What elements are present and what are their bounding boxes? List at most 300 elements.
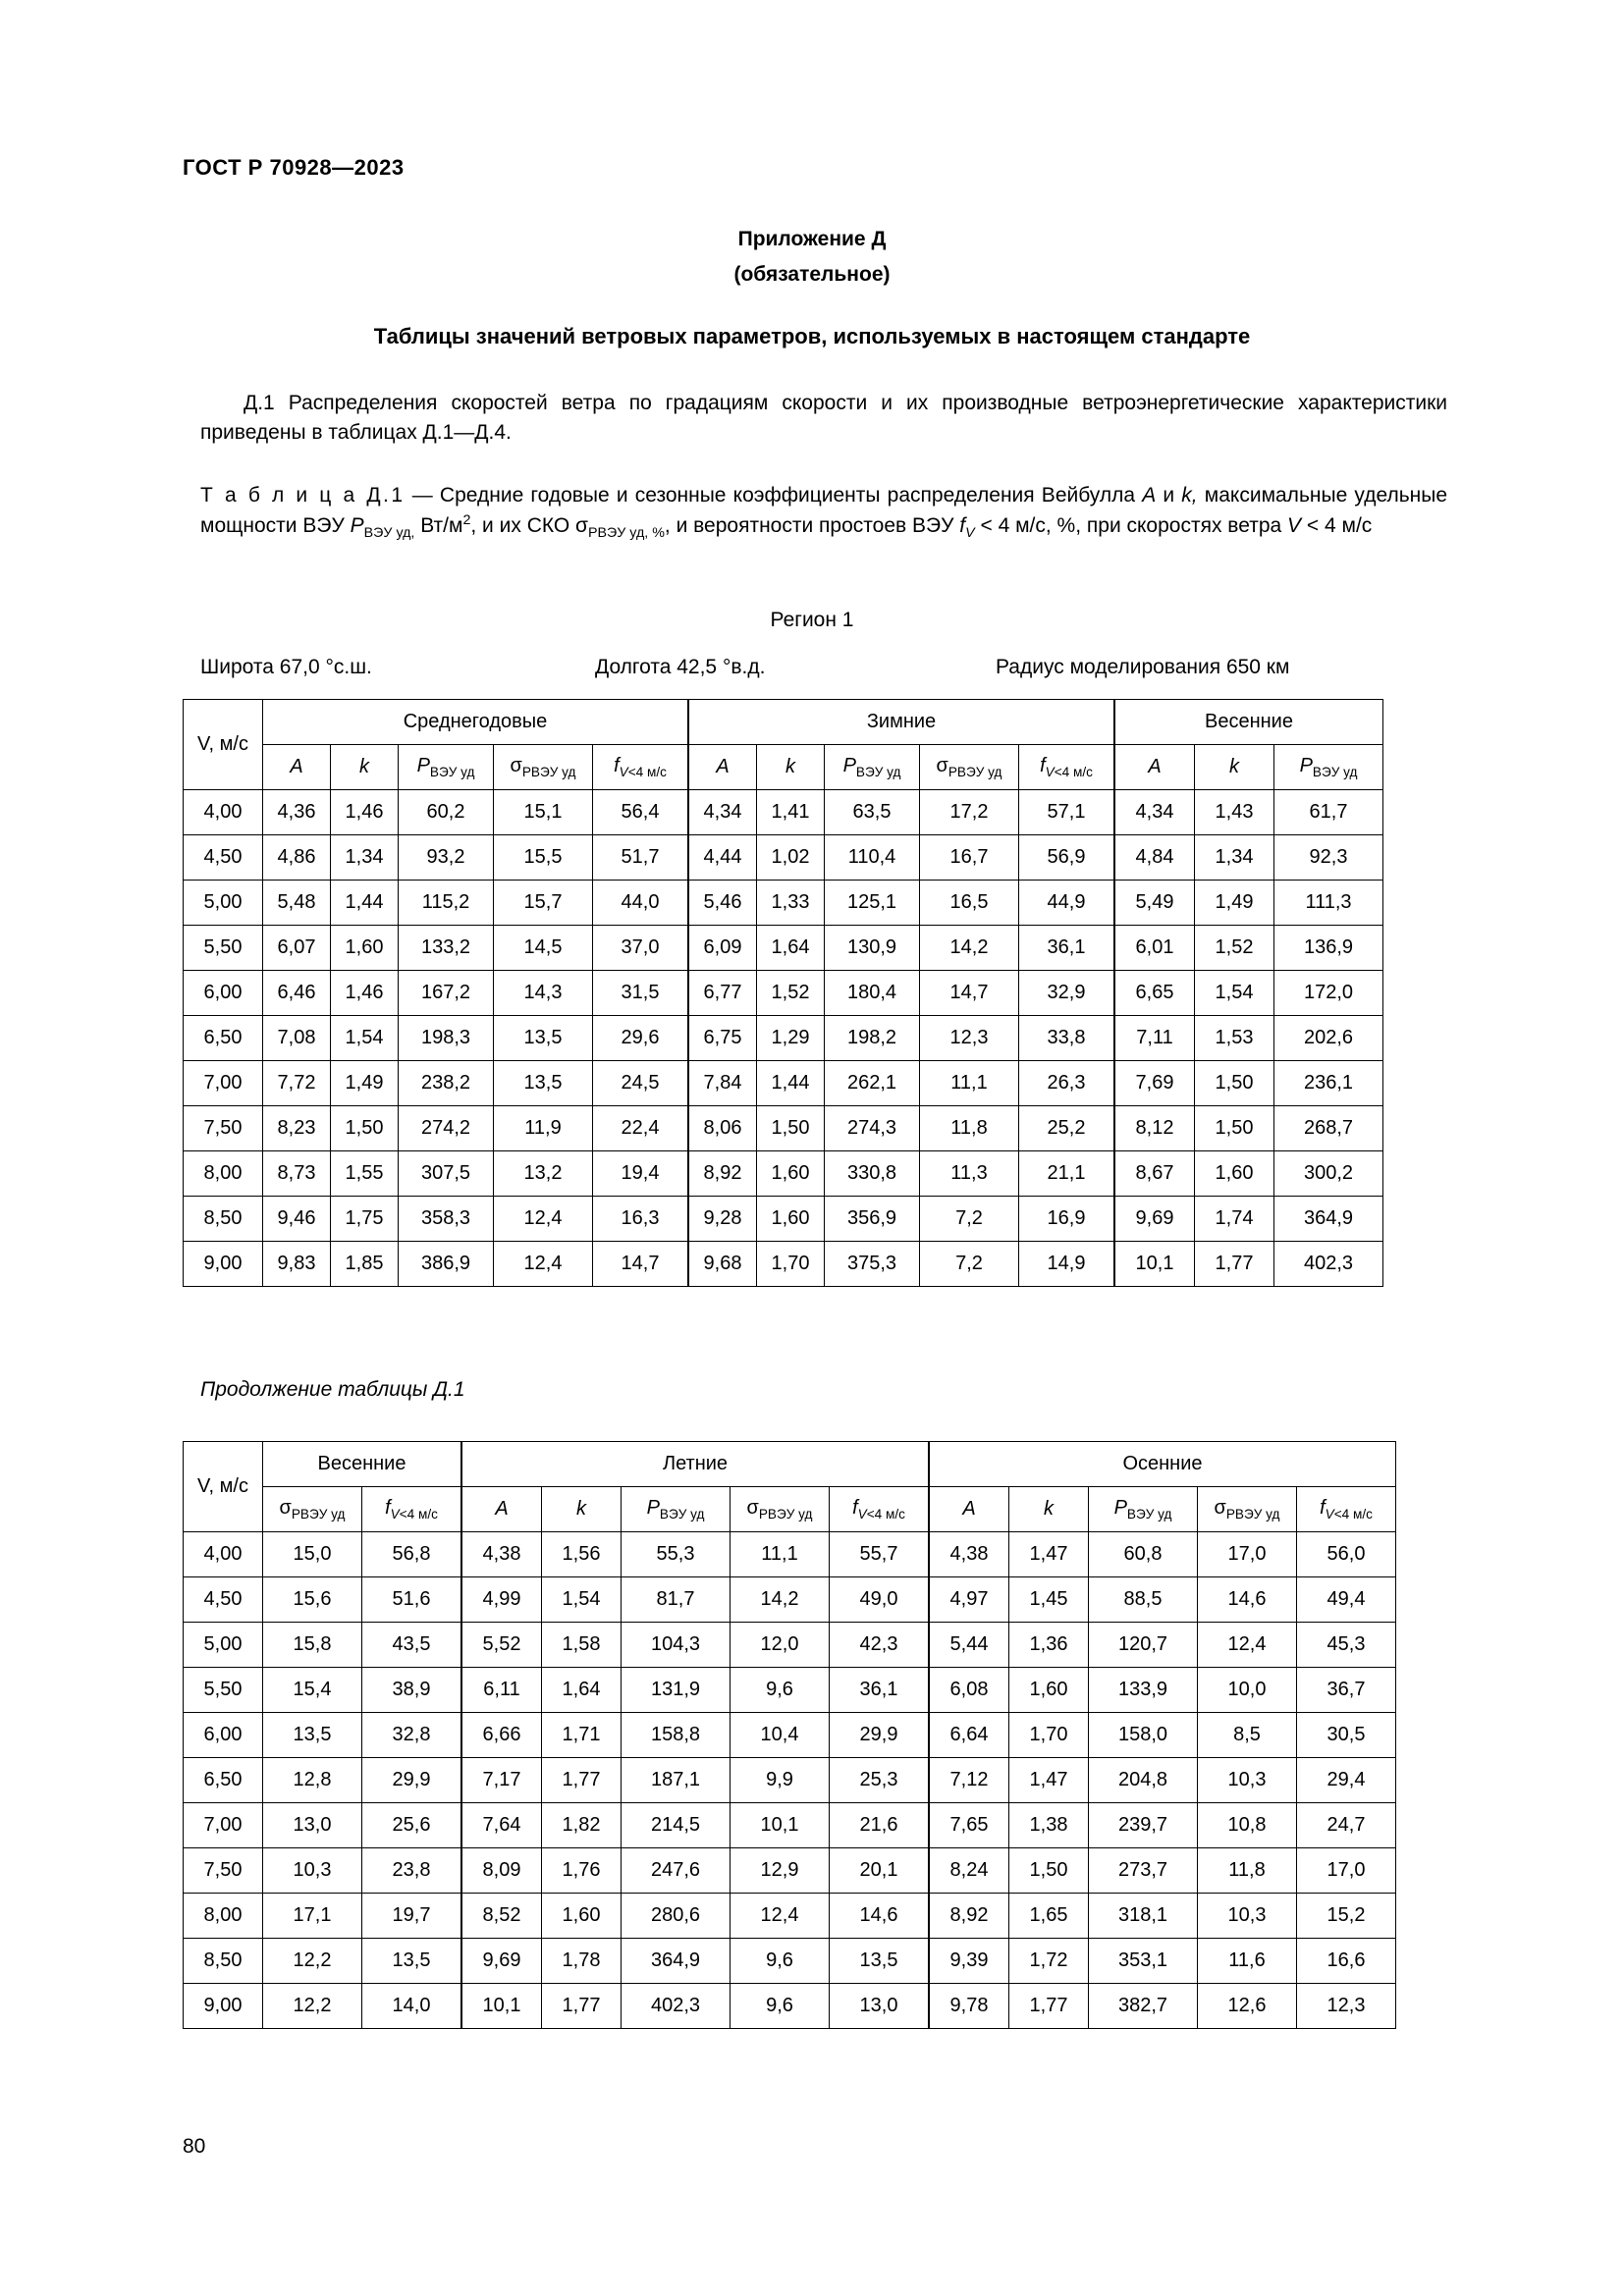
cell-value: 14,0 — [362, 1984, 462, 2029]
cell-value: 16,6 — [1297, 1939, 1396, 1984]
cell-wind-speed: 9,00 — [184, 1242, 263, 1287]
col-winter-sigma: $\sigma_{РВЭУ уд}$ — [920, 745, 1019, 790]
table-header-col-row — [184, 745, 1383, 790]
cell-value: 13,0 — [830, 1984, 930, 2029]
cell-value: 1,41 — [757, 790, 825, 835]
cell-wind-speed: 7,00 — [184, 1061, 263, 1106]
cell-value: 358,3 — [399, 1197, 494, 1242]
cell-value: 14,9 — [1019, 1242, 1115, 1287]
cell-value: 51,7 — [593, 835, 689, 881]
table-row — [184, 1197, 1383, 1242]
col2-summer-sigma: $\sigma_{РВЭУ уд}$ — [731, 1487, 830, 1532]
cell-value: 1,45 — [1009, 1577, 1089, 1623]
symbol-f-sub: V — [965, 525, 975, 542]
cell-value: 17,1 — [263, 1894, 362, 1939]
cell-value: 1,29 — [757, 1016, 825, 1061]
cell-value: 10,4 — [731, 1713, 830, 1758]
cell-value: 13,2 — [494, 1151, 593, 1197]
col2-spring-f: $f_{V<4 м/с}$ — [362, 1487, 462, 1532]
cell-value: 9,83 — [263, 1242, 331, 1287]
cell-value: 29,4 — [1297, 1758, 1396, 1803]
cell-value: 13,5 — [494, 1016, 593, 1061]
cell-value: 1,75 — [331, 1197, 399, 1242]
cell-value: 1,53 — [1195, 1016, 1274, 1061]
cell-value: 353,1 — [1089, 1939, 1198, 1984]
cell-value: 15,7 — [494, 881, 593, 926]
cell-value: 14,2 — [920, 926, 1019, 971]
cell-value: 6,07 — [263, 926, 331, 971]
cell-value: 1,54 — [331, 1016, 399, 1061]
cell-value: 402,3 — [622, 1984, 731, 2029]
cell-value: 1,47 — [1009, 1758, 1089, 1803]
cell-value: 6,09 — [688, 926, 757, 971]
cell-value: 1,33 — [757, 881, 825, 926]
cell-value: 14,5 — [494, 926, 593, 971]
caption-text-3: , и их СКО — [470, 514, 570, 538]
cell-value: 12,4 — [494, 1197, 593, 1242]
cell-value: 56,0 — [1297, 1532, 1396, 1577]
cell-value: 8,23 — [263, 1106, 331, 1151]
cell-value: 11,6 — [1198, 1939, 1297, 1984]
table-label: Т а б л и ц а Д.1 — [200, 484, 406, 507]
cell-value: 204,8 — [1089, 1758, 1198, 1803]
cell-value: 8,12 — [1114, 1106, 1195, 1151]
page-header: ГОСТ Р 70928—2023 — [183, 155, 405, 180]
caption-f-condition: < 4 м/с, %, при скоростях ветра — [980, 514, 1282, 538]
table1-caption — [200, 481, 1447, 544]
cell-value: 4,86 — [263, 835, 331, 881]
caption-dash: — — [411, 484, 433, 507]
cell-value: 7,84 — [688, 1061, 757, 1106]
cell-value: 10,1 — [1114, 1242, 1195, 1287]
cell-value: 130,9 — [825, 926, 920, 971]
cell-wind-speed: 7,00 — [184, 1803, 263, 1848]
cell-value: 38,9 — [362, 1668, 462, 1713]
header2-v: V, м/с — [184, 1442, 263, 1532]
table-row — [184, 1803, 1396, 1848]
cell-wind-speed: 5,00 — [184, 1623, 263, 1668]
cell-value: 180,4 — [825, 971, 920, 1016]
cell-wind-speed: 4,00 — [184, 790, 263, 835]
cell-value: 273,7 — [1089, 1848, 1198, 1894]
cell-value: 16,3 — [593, 1197, 689, 1242]
cell-value: 17,0 — [1297, 1848, 1396, 1894]
appendix-subtitle: (обязательное) — [733, 263, 891, 286]
cell-value: 8,52 — [461, 1894, 542, 1939]
cell-value: 63,5 — [825, 790, 920, 835]
cell-value: 1,77 — [1009, 1984, 1089, 2029]
cell-value: 6,11 — [461, 1668, 542, 1713]
cell-value: 11,9 — [494, 1106, 593, 1151]
cell-value: 43,5 — [362, 1623, 462, 1668]
intro-paragraph-text: Д.1 Распределения скоростей ветра по градациям скорости и их производные ветроэнергетические характеристики приведены в таблицах Д.1—Д.4. — [200, 392, 1447, 444]
cell-value: 110,4 — [825, 835, 920, 881]
cell-value: 9,69 — [461, 1939, 542, 1984]
cell-value: 12,4 — [1198, 1623, 1297, 1668]
cell-value: 187,1 — [622, 1758, 731, 1803]
cell-value: 7,11 — [1114, 1016, 1195, 1061]
col-annual-a: A — [263, 745, 331, 790]
cell-value: 364,9 — [622, 1939, 731, 1984]
cell-value: 10,3 — [263, 1848, 362, 1894]
cell-value: 5,52 — [461, 1623, 542, 1668]
cell-value: 12,3 — [1297, 1984, 1396, 2029]
cell-value: 1,65 — [1009, 1894, 1089, 1939]
appendix-title: Приложение Д — [737, 228, 887, 250]
cell-value: 1,50 — [1195, 1061, 1274, 1106]
cell-wind-speed: 5,00 — [184, 881, 263, 926]
cell-value: 158,0 — [1089, 1713, 1198, 1758]
cell-value: 104,3 — [622, 1623, 731, 1668]
cell-value: 1,58 — [542, 1623, 622, 1668]
cell-value: 14,7 — [920, 971, 1019, 1016]
cell-value: 12,4 — [494, 1242, 593, 1287]
cell-value: 1,50 — [331, 1106, 399, 1151]
cell-value: 13,0 — [263, 1803, 362, 1848]
cell-value: 37,0 — [593, 926, 689, 971]
cell-value: 60,8 — [1089, 1532, 1198, 1577]
table-row — [184, 1939, 1396, 1984]
cell-value: 1,43 — [1195, 790, 1274, 835]
table-row — [184, 1532, 1396, 1577]
cell-value: 49,4 — [1297, 1577, 1396, 1623]
cell-value: 15,1 — [494, 790, 593, 835]
cell-value: 11,1 — [920, 1061, 1019, 1106]
cell-value: 1,64 — [757, 926, 825, 971]
cell-value: 51,6 — [362, 1577, 462, 1623]
cell-value: 1,76 — [542, 1848, 622, 1894]
cell-value: 330,8 — [825, 1151, 920, 1197]
table2-header-col-row — [184, 1487, 1396, 1532]
cell-wind-speed: 9,00 — [184, 1984, 263, 2029]
cell-value: 5,46 — [688, 881, 757, 926]
table-row — [184, 1151, 1383, 1197]
cell-value: 8,06 — [688, 1106, 757, 1151]
table-row — [184, 1713, 1396, 1758]
cell-value: 16,5 — [920, 881, 1019, 926]
cell-value: 20,1 — [830, 1848, 930, 1894]
cell-value: 7,72 — [263, 1061, 331, 1106]
table-row — [184, 1623, 1396, 1668]
cell-value: 9,6 — [731, 1939, 830, 1984]
cell-value: 1,54 — [542, 1577, 622, 1623]
cell-wind-speed: 7,50 — [184, 1848, 263, 1894]
cell-value: 214,5 — [622, 1803, 731, 1848]
cell-value: 31,5 — [593, 971, 689, 1016]
cell-value: 202,6 — [1274, 1016, 1383, 1061]
col-winter-p: $P_{ВЭУ уд}$ — [825, 745, 920, 790]
cell-value: 24,7 — [1297, 1803, 1396, 1848]
cell-value: 4,99 — [461, 1577, 542, 1623]
header-group-annual: Среднегодовые — [263, 700, 689, 745]
cell-value: 7,12 — [929, 1758, 1009, 1803]
table-row — [184, 1106, 1383, 1151]
cell-value: 1,56 — [542, 1532, 622, 1577]
cell-value: 10,3 — [1198, 1894, 1297, 1939]
cell-wind-speed: 6,00 — [184, 971, 263, 1016]
col-spring-p: $P_{ВЭУ уд}$ — [1274, 745, 1383, 790]
cell-value: 13,5 — [362, 1939, 462, 1984]
longitude-value: Долгота 42,5 °в.д. — [595, 656, 766, 678]
caption-text-1: Средние годовые и сезонные коэффициенты распределения Вейбулла — [439, 484, 1136, 507]
cell-value: 274,3 — [825, 1106, 920, 1151]
cell-value: 11,8 — [1198, 1848, 1297, 1894]
cell-value: 136,9 — [1274, 926, 1383, 971]
cell-value: 14,6 — [830, 1894, 930, 1939]
cell-value: 133,9 — [1089, 1668, 1198, 1713]
cell-value: 4,38 — [461, 1532, 542, 1577]
cell-value: 56,4 — [593, 790, 689, 835]
cell-wind-speed: 5,50 — [184, 1668, 263, 1713]
header-group-winter: Зимние — [688, 700, 1114, 745]
cell-value: 1,47 — [1009, 1532, 1089, 1577]
cell-value: 8,24 — [929, 1848, 1009, 1894]
table-row — [184, 1848, 1396, 1894]
cell-value: 60,2 — [399, 790, 494, 835]
col-spring-a: A — [1114, 745, 1195, 790]
cell-value: 6,77 — [688, 971, 757, 1016]
cell-value: 12,0 — [731, 1623, 830, 1668]
cell-value: 36,1 — [1019, 926, 1115, 971]
cell-value: 1,44 — [757, 1061, 825, 1106]
cell-value: 10,1 — [731, 1803, 830, 1848]
cell-value: 9,28 — [688, 1197, 757, 1242]
cell-value: 1,50 — [1009, 1848, 1089, 1894]
table-row — [184, 1242, 1383, 1287]
cell-value: 318,1 — [1089, 1894, 1198, 1939]
radius-value: Радиус моделирования 650 км — [996, 656, 1290, 678]
cell-value: 29,9 — [830, 1713, 930, 1758]
cell-value: 356,9 — [825, 1197, 920, 1242]
cell-value: 375,3 — [825, 1242, 920, 1287]
cell-value: 8,92 — [688, 1151, 757, 1197]
table-row — [184, 1577, 1396, 1623]
col2-summer-k: k — [542, 1487, 622, 1532]
cell-wind-speed: 6,50 — [184, 1016, 263, 1061]
cell-value: 12,4 — [731, 1894, 830, 1939]
cell-value: 239,7 — [1089, 1803, 1198, 1848]
cell-value: 4,36 — [263, 790, 331, 835]
cell-value: 6,65 — [1114, 971, 1195, 1016]
table2-header-group-row — [184, 1442, 1396, 1487]
cell-value: 280,6 — [622, 1894, 731, 1939]
table-row — [184, 1758, 1396, 1803]
cell-value: 1,52 — [757, 971, 825, 1016]
col2-summer-p: $P_{ВЭУ уд}$ — [622, 1487, 731, 1532]
cell-value: 9,78 — [929, 1984, 1009, 2029]
cell-wind-speed: 8,00 — [184, 1894, 263, 1939]
cell-value: 45,3 — [1297, 1623, 1396, 1668]
cell-value: 1,36 — [1009, 1623, 1089, 1668]
cell-value: 30,5 — [1297, 1713, 1396, 1758]
col-annual-f: $f_{V<4 м/с}$ — [593, 745, 689, 790]
cell-value: 7,69 — [1114, 1061, 1195, 1106]
cell-value: 7,17 — [461, 1758, 542, 1803]
table-header-group-row — [184, 700, 1383, 745]
cell-value: 6,01 — [1114, 926, 1195, 971]
cell-value: 307,5 — [399, 1151, 494, 1197]
col2-spring-sigma: $\sigma_{РВЭУ уд}$ — [263, 1487, 362, 1532]
cell-value: 1,55 — [331, 1151, 399, 1197]
cell-wind-speed: 4,00 — [184, 1532, 263, 1577]
cell-value: 13,5 — [263, 1713, 362, 1758]
symbol-p-sub: ВЭУ уд, — [363, 525, 415, 542]
cell-value: 1,52 — [1195, 926, 1274, 971]
cell-value: 1,78 — [542, 1939, 622, 1984]
cell-value: 17,0 — [1198, 1532, 1297, 1577]
cell-value: 1,77 — [1195, 1242, 1274, 1287]
cell-value: 198,3 — [399, 1016, 494, 1061]
cell-value: 15,6 — [263, 1577, 362, 1623]
cell-value: 4,38 — [929, 1532, 1009, 1577]
cell-value: 6,64 — [929, 1713, 1009, 1758]
cell-wind-speed: 5,50 — [184, 926, 263, 971]
cell-value: 131,9 — [622, 1668, 731, 1713]
cell-value: 81,7 — [622, 1577, 731, 1623]
cell-wind-speed: 7,50 — [184, 1106, 263, 1151]
col2-autumn-k: k — [1009, 1487, 1089, 1532]
cell-value: 36,7 — [1297, 1668, 1396, 1713]
cell-value: 1,34 — [1195, 835, 1274, 881]
cell-value: 125,1 — [825, 881, 920, 926]
cell-value: 1,60 — [757, 1151, 825, 1197]
symbol-v: V — [1287, 514, 1302, 538]
cell-value: 32,9 — [1019, 971, 1115, 1016]
cell-value: 9,6 — [731, 1984, 830, 2029]
cell-value: 12,9 — [731, 1848, 830, 1894]
table-row — [184, 1016, 1383, 1061]
cell-value: 14,2 — [731, 1577, 830, 1623]
caption-and: и — [1163, 484, 1175, 507]
cell-value: 4,84 — [1114, 835, 1195, 881]
col2-summer-f: $f_{V<4 м/с}$ — [830, 1487, 930, 1532]
cell-value: 15,5 — [494, 835, 593, 881]
cell-value: 133,2 — [399, 926, 494, 971]
latitude-value: Широта 67,0 °с.ш. — [200, 656, 372, 678]
cell-value: 13,5 — [830, 1939, 930, 1984]
cell-value: 12,2 — [263, 1984, 362, 2029]
cell-value: 6,08 — [929, 1668, 1009, 1713]
header2-group-autumn: Осенние — [929, 1442, 1396, 1487]
col-annual-p: $P_{ВЭУ уд}$ — [399, 745, 494, 790]
caption-units-1: Вт/м — [420, 514, 463, 538]
cell-value: 19,4 — [593, 1151, 689, 1197]
cell-value: 11,1 — [731, 1532, 830, 1577]
cell-value: 300,2 — [1274, 1151, 1383, 1197]
header2-group-summer: Летние — [461, 1442, 929, 1487]
header-v: V, м/с — [184, 700, 263, 790]
cell-value: 93,2 — [399, 835, 494, 881]
cell-value: 22,4 — [593, 1106, 689, 1151]
cell-value: 1,77 — [542, 1984, 622, 2029]
cell-value: 33,8 — [1019, 1016, 1115, 1061]
cell-value: 44,0 — [593, 881, 689, 926]
cell-value: 4,34 — [688, 790, 757, 835]
cell-wind-speed: 4,50 — [184, 835, 263, 881]
cell-value: 8,67 — [1114, 1151, 1195, 1197]
header-group-spring: Весенние — [1114, 700, 1383, 745]
cell-value: 44,9 — [1019, 881, 1115, 926]
cell-value: 14,6 — [1198, 1577, 1297, 1623]
col2-summer-a: A — [461, 1487, 542, 1532]
cell-value: 115,2 — [399, 881, 494, 926]
col-winter-a: A — [688, 745, 757, 790]
cell-value: 16,9 — [1019, 1197, 1115, 1242]
cell-value: 24,5 — [593, 1061, 689, 1106]
cell-value: 19,7 — [362, 1894, 462, 1939]
cell-value: 32,8 — [362, 1713, 462, 1758]
cell-value: 15,2 — [1297, 1894, 1396, 1939]
symbol-p: P — [350, 514, 364, 538]
symbol-a: A — [1142, 484, 1157, 507]
cell-value: 25,3 — [830, 1758, 930, 1803]
cell-value: 23,8 — [362, 1848, 462, 1894]
cell-value: 4,97 — [929, 1577, 1009, 1623]
cell-value: 9,6 — [731, 1668, 830, 1713]
cell-value: 238,2 — [399, 1061, 494, 1106]
cell-value: 1,60 — [757, 1197, 825, 1242]
cell-value: 6,46 — [263, 971, 331, 1016]
cell-value: 4,34 — [1114, 790, 1195, 835]
cell-wind-speed: 6,00 — [184, 1713, 263, 1758]
cell-value: 4,44 — [688, 835, 757, 881]
cell-value: 1,34 — [331, 835, 399, 881]
cell-value: 29,6 — [593, 1016, 689, 1061]
cell-value: 1,64 — [542, 1668, 622, 1713]
cell-value: 9,9 — [731, 1758, 830, 1803]
caption-text-4: , и вероятности простоев ВЭУ — [664, 514, 954, 538]
cell-value: 1,46 — [331, 790, 399, 835]
cell-value: 1,50 — [757, 1106, 825, 1151]
cell-value: 7,65 — [929, 1803, 1009, 1848]
cell-value: 247,6 — [622, 1848, 731, 1894]
cell-value: 12,8 — [263, 1758, 362, 1803]
cell-value: 13,5 — [494, 1061, 593, 1106]
cell-value: 1,38 — [1009, 1803, 1089, 1848]
cell-value: 1,71 — [542, 1713, 622, 1758]
cell-value: 1,54 — [1195, 971, 1274, 1016]
col2-autumn-p: $P_{ВЭУ уд}$ — [1089, 1487, 1198, 1532]
cell-value: 1,60 — [1195, 1151, 1274, 1197]
cell-value: 57,1 — [1019, 790, 1115, 835]
cell-value: 1,74 — [1195, 1197, 1274, 1242]
symbol-sigma: σ — [575, 514, 588, 538]
cell-value: 55,3 — [622, 1532, 731, 1577]
cell-value: 402,3 — [1274, 1242, 1383, 1287]
cell-value: 1,60 — [331, 926, 399, 971]
cell-value: 42,3 — [830, 1623, 930, 1668]
section-title: Таблицы значений ветровых параметров, используемых в настоящем стандарте — [373, 324, 1251, 348]
col2-autumn-a: A — [929, 1487, 1009, 1532]
region-label: Регион 1 — [770, 609, 854, 631]
table-row — [184, 971, 1383, 1016]
cell-value: 6,75 — [688, 1016, 757, 1061]
cell-value: 1,70 — [1009, 1713, 1089, 1758]
cell-value: 49,0 — [830, 1577, 930, 1623]
cell-value: 111,3 — [1274, 881, 1383, 926]
cell-value: 26,3 — [1019, 1061, 1115, 1106]
cell-value: 7,64 — [461, 1803, 542, 1848]
cell-value: 12,6 — [1198, 1984, 1297, 2029]
cell-value: 1,02 — [757, 835, 825, 881]
cell-value: 36,1 — [830, 1668, 930, 1713]
cell-value: 25,6 — [362, 1803, 462, 1848]
cell-value: 120,7 — [1089, 1623, 1198, 1668]
intro-paragraph — [200, 389, 1447, 448]
cell-value: 12,3 — [920, 1016, 1019, 1061]
wind-parameters-table-2 — [183, 1441, 1396, 2029]
cell-value: 61,7 — [1274, 790, 1383, 835]
